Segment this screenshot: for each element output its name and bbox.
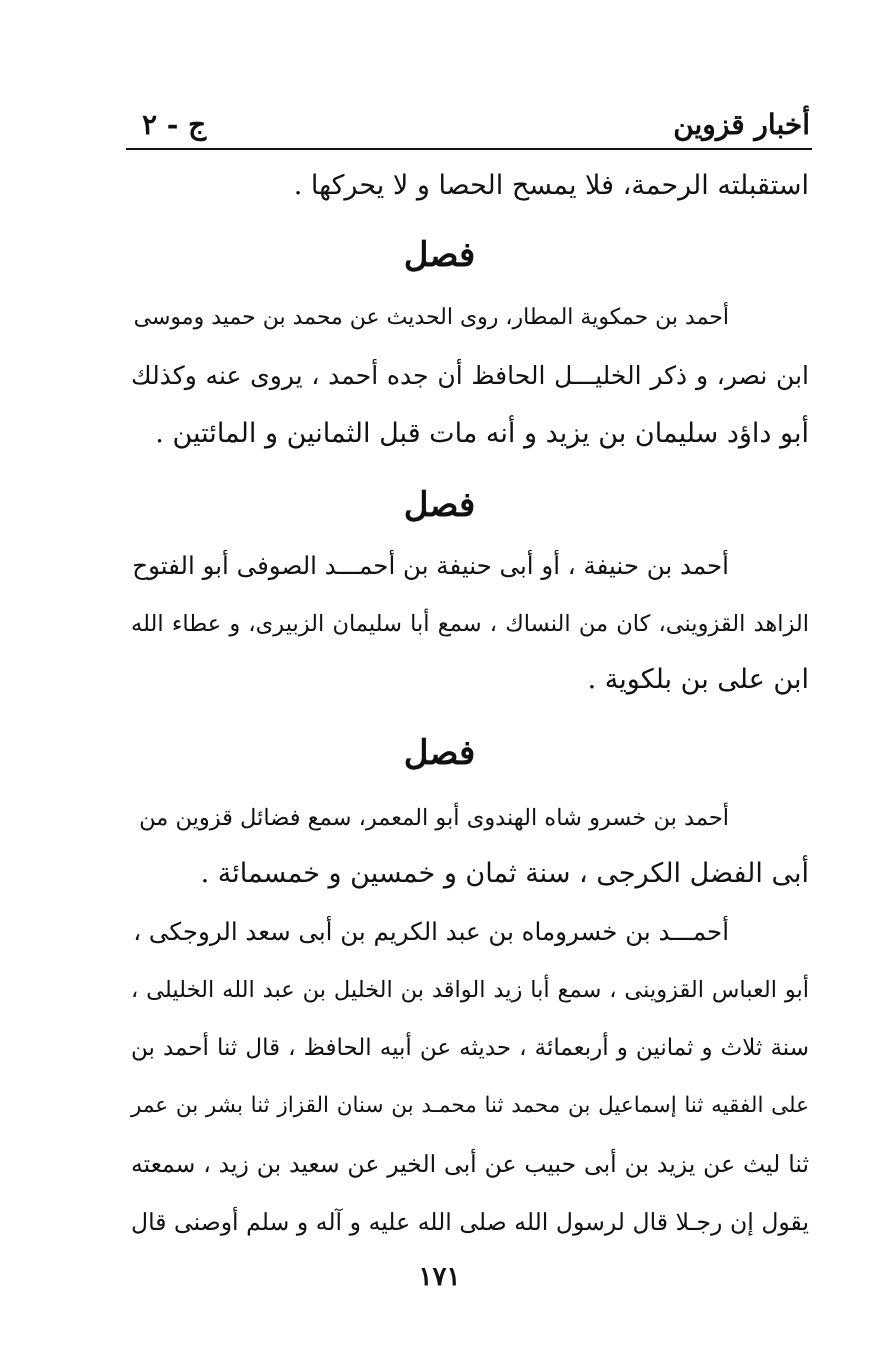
running-header bbox=[128, 104, 810, 148]
text-line: أحمد بن خسرو شاه الهندوى أبو المعمر، سمع فضائل قزوين من bbox=[139, 805, 729, 831]
page-number: ١٧١ bbox=[418, 1262, 461, 1292]
text-line: أبى الفضل الكرجى ، سنة ثمان و خمسين و خمسمائة . bbox=[200, 858, 809, 889]
text-line: ابن على بن بلكوية . bbox=[587, 664, 809, 695]
text-line: أبو العباس القزوينى ، سمع أبا زيد الواقد بن الخليل بن عبد الله الخليلى ، bbox=[131, 977, 809, 1003]
section-heading: فصل bbox=[403, 485, 476, 525]
text-line: يقول إن رجـلا قال لرسول الله صلى الله عليه و آله و سلم أوصنى قال bbox=[131, 1208, 809, 1236]
header-rule bbox=[126, 148, 812, 150]
text-line: استقبلته الرحمة، فلا يمسح الحصا و لا يحركها . bbox=[293, 170, 809, 201]
volume-label: ج - ٢ bbox=[142, 108, 207, 141]
text-line: ابن نصر، و ذكر الخليـــل الحافظ أن جده أحمد ، يروى عنه وكذلك bbox=[131, 361, 809, 390]
text-line: أحمـــد بن خسروماه بن عبد الكريم بن أبى سعد الروجكى ، bbox=[133, 917, 729, 946]
text-line: على الفقيه ثنا إسماعيل بن محمد ثنا محمـد بن سنان القزاز ثنا بشر بن عمر bbox=[131, 1093, 809, 1118]
section-heading: فصل bbox=[403, 733, 476, 773]
text-line: ثنا ليث عن يزيد بن أبى حبيب عن أبى الخير عن سعيد بن زيد ، سمعته bbox=[131, 1150, 809, 1178]
text-line: الزاهد القزوينى، كان من النساك ، سمع أبا سليمان الزبيرى، و عطاء الله bbox=[131, 611, 809, 637]
text-line: أحمد بن حنيفة ، أو أبى حنيفة بن أحمـــد الصوفى أبو الفتوح bbox=[132, 551, 729, 580]
book-title: أخبار قزوين bbox=[673, 108, 810, 141]
section-heading: فصل bbox=[403, 235, 476, 275]
text-line: سنة ثلاث و ثمانين و أربعمائة ، حديثه عن أبيه الحافظ ، قال ثنا أحمد بن bbox=[131, 1035, 809, 1061]
text-line: أحمد بن حمكوية المطار، روى الحديث عن محمد بن حميد وموسى bbox=[133, 305, 729, 330]
text-line: أبو داؤد سليمان بن يزيد و أنه مات قبل الثمانين و المائتين . bbox=[155, 418, 809, 449]
